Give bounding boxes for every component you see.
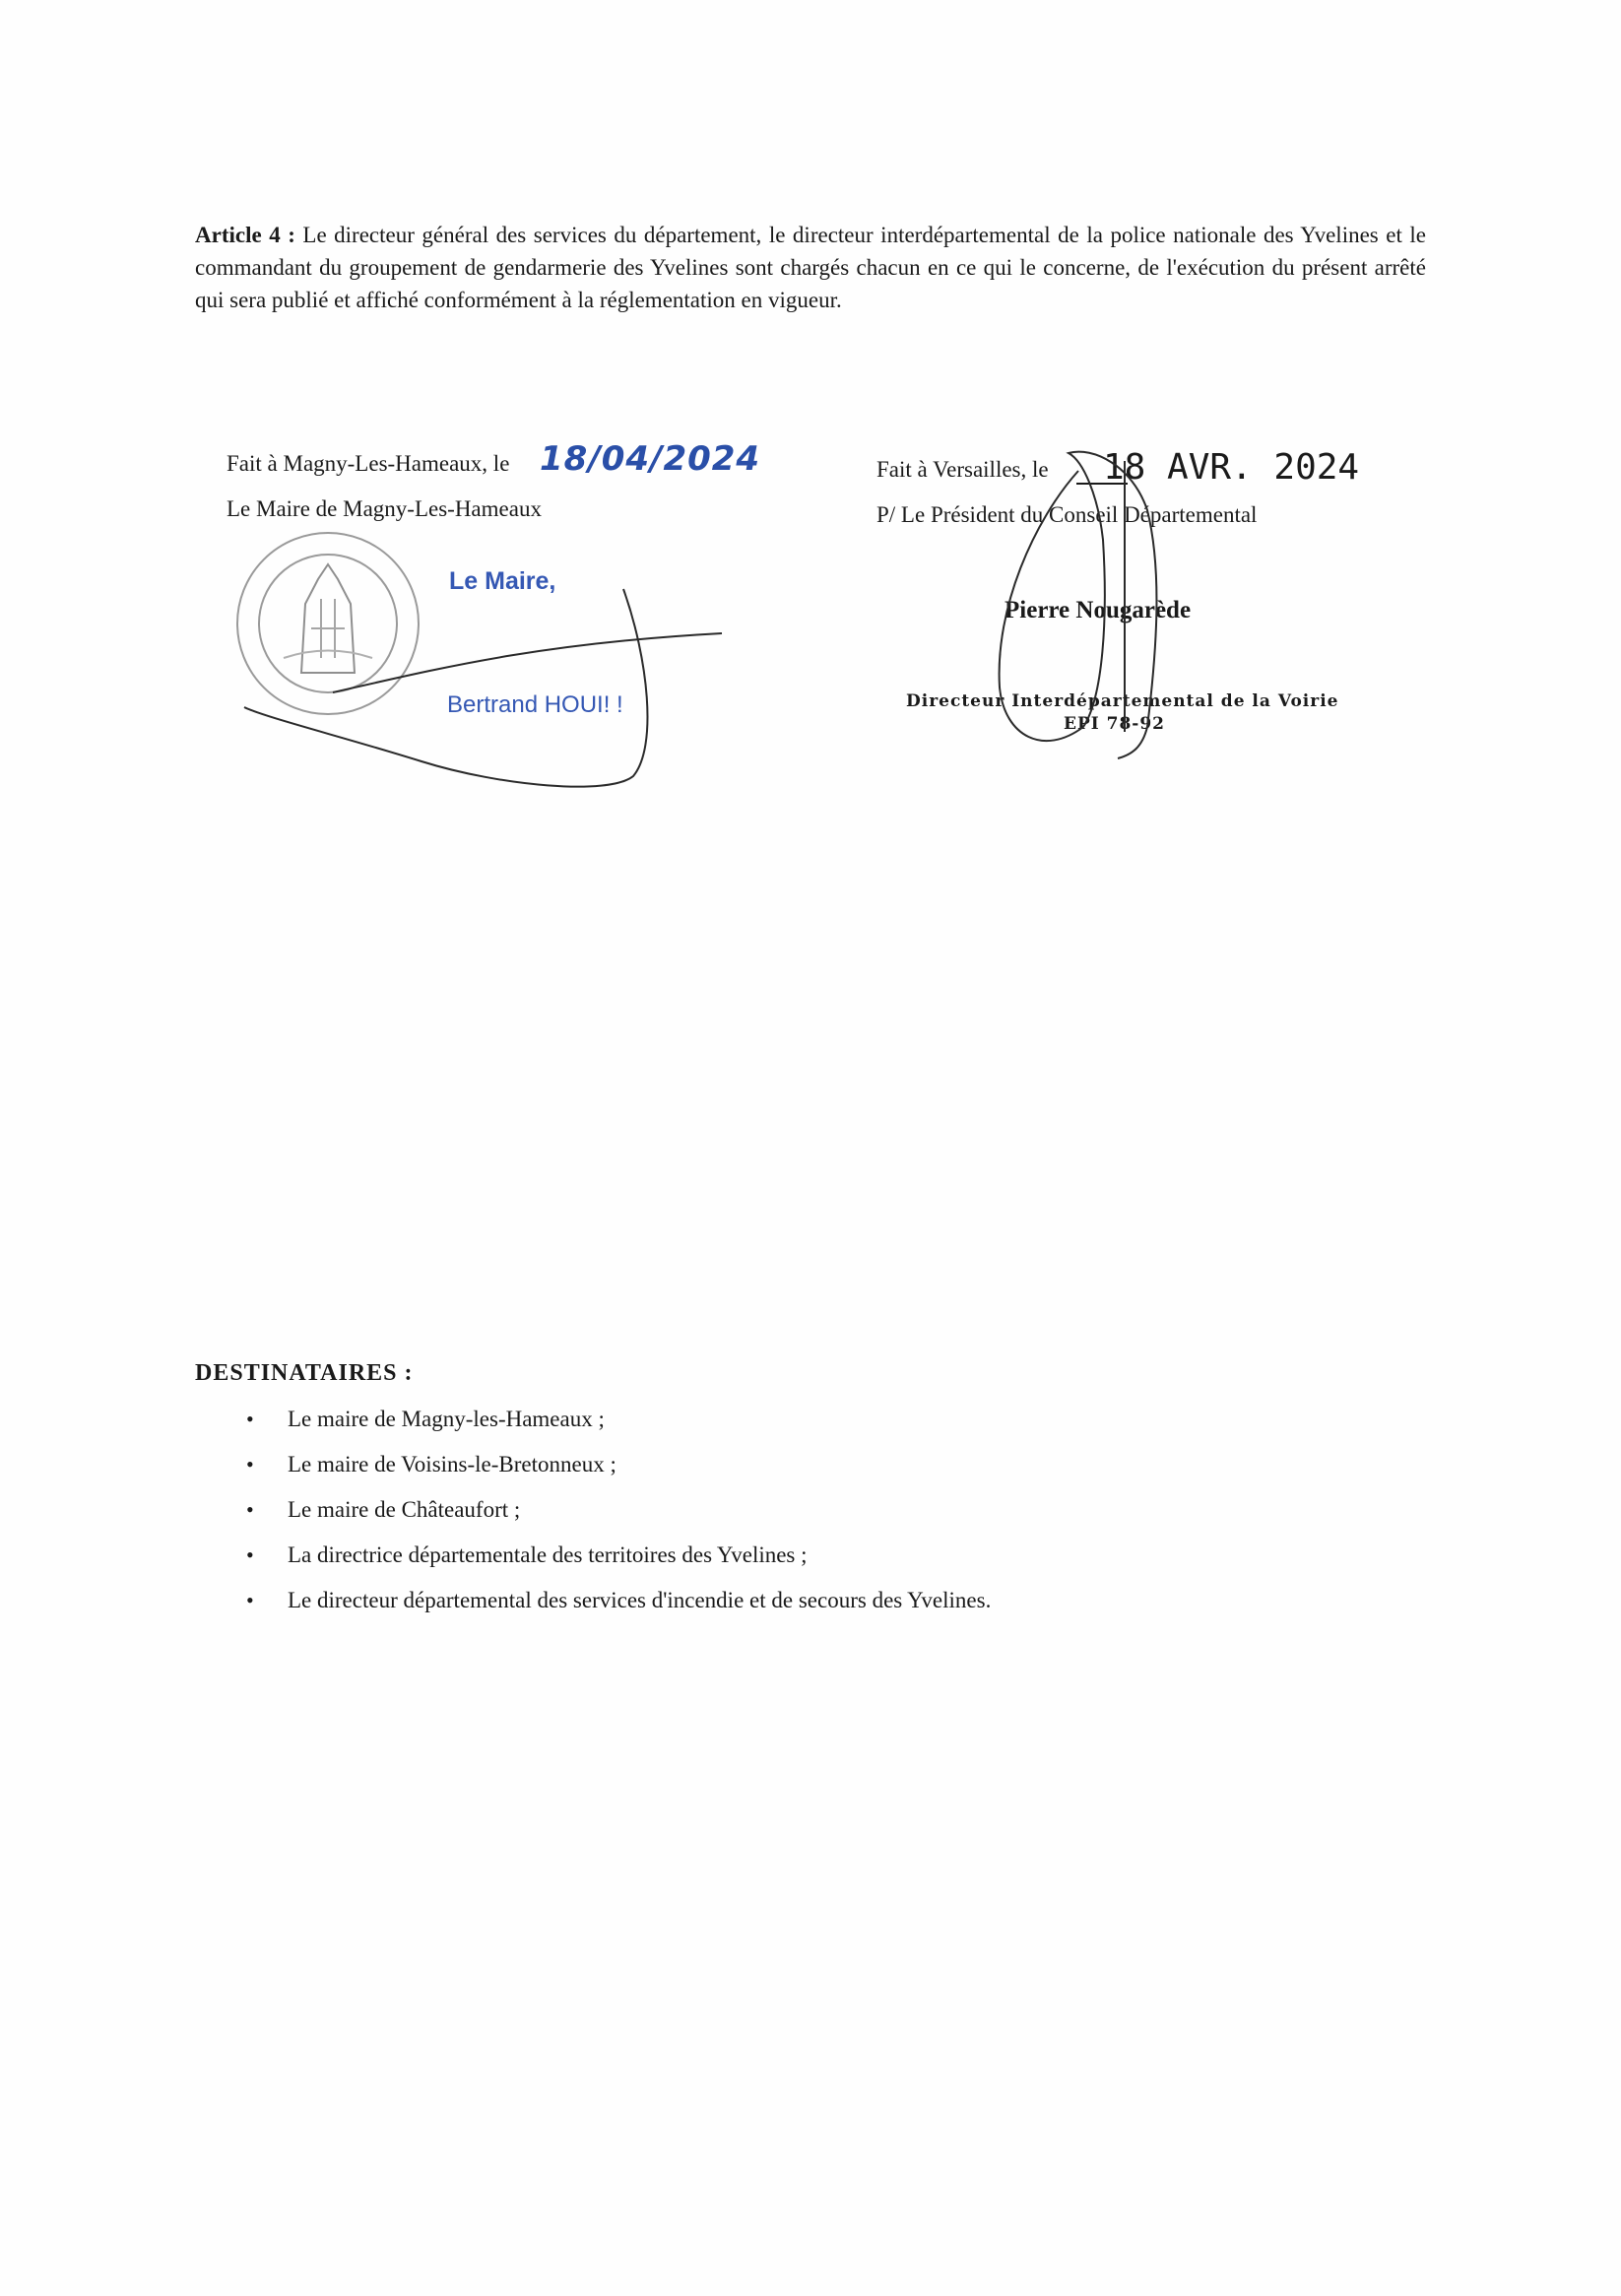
recipients-title: DESTINATAIRES : [195,1360,414,1386]
list-item: • La directrice départementale des territoires des Yvelines ; [246,1542,808,1567]
recipients-list [246,1403,991,1629]
article-label: Article 4 : [195,223,295,247]
president-signature-block [867,447,1418,776]
mayor-title: Le Maire de Magny-Les-Hameaux [227,496,542,521]
list-item: • Le maire de Châteaufort ; [246,1497,521,1522]
town-seal-stamp [237,533,419,714]
mayor-signature [244,589,722,787]
mayor-stamp-and-signature [225,510,776,825]
president-delegate-name: Pierre Nougarède [1005,597,1192,623]
mayor-signature-block [225,439,776,825]
mayor-place-line: Fait à Magny-Les-Hameaux, le [227,451,510,476]
list-item: • Le directeur départemental des services d'incendie et de secours des Yvelines. [246,1588,992,1612]
delegate-function-stamp: Directeur Interdépartemental de la Voirie [906,691,1339,711]
list-item: • Le maire de Magny-les-Hameaux ; [246,1407,605,1431]
stamp-role-text: Le Maire, [449,567,556,595]
president-place-line: Fait à Versailles, le [876,457,1049,482]
mayor-handwritten-date: 18/04/2024 [540,439,761,479]
president-title: P/ Le Président du Conseil Départemental [876,502,1258,527]
article-text: Le directeur général des services du département, le directeur interdépartemental de la police nationale des Yvelines et le commandant du groupement de gendarmerie des Yvelines sont chargés chacun en ce qui le concerne, de l'exécution du présent arrêté qui sera publié et affiché conformément à la réglementation en vigueur. [195,223,1426,312]
stamp-name-text: Bertrand HOUI! ! [447,691,623,718]
president-stamped-date: 18 AVR. 2024 [1103,447,1360,488]
article-4 [195,219,1426,316]
delegate-entity-stamp: EPI 78-92 [1064,714,1165,734]
list-item: • Le maire de Voisins-le-Bretonneux ; [246,1452,616,1476]
